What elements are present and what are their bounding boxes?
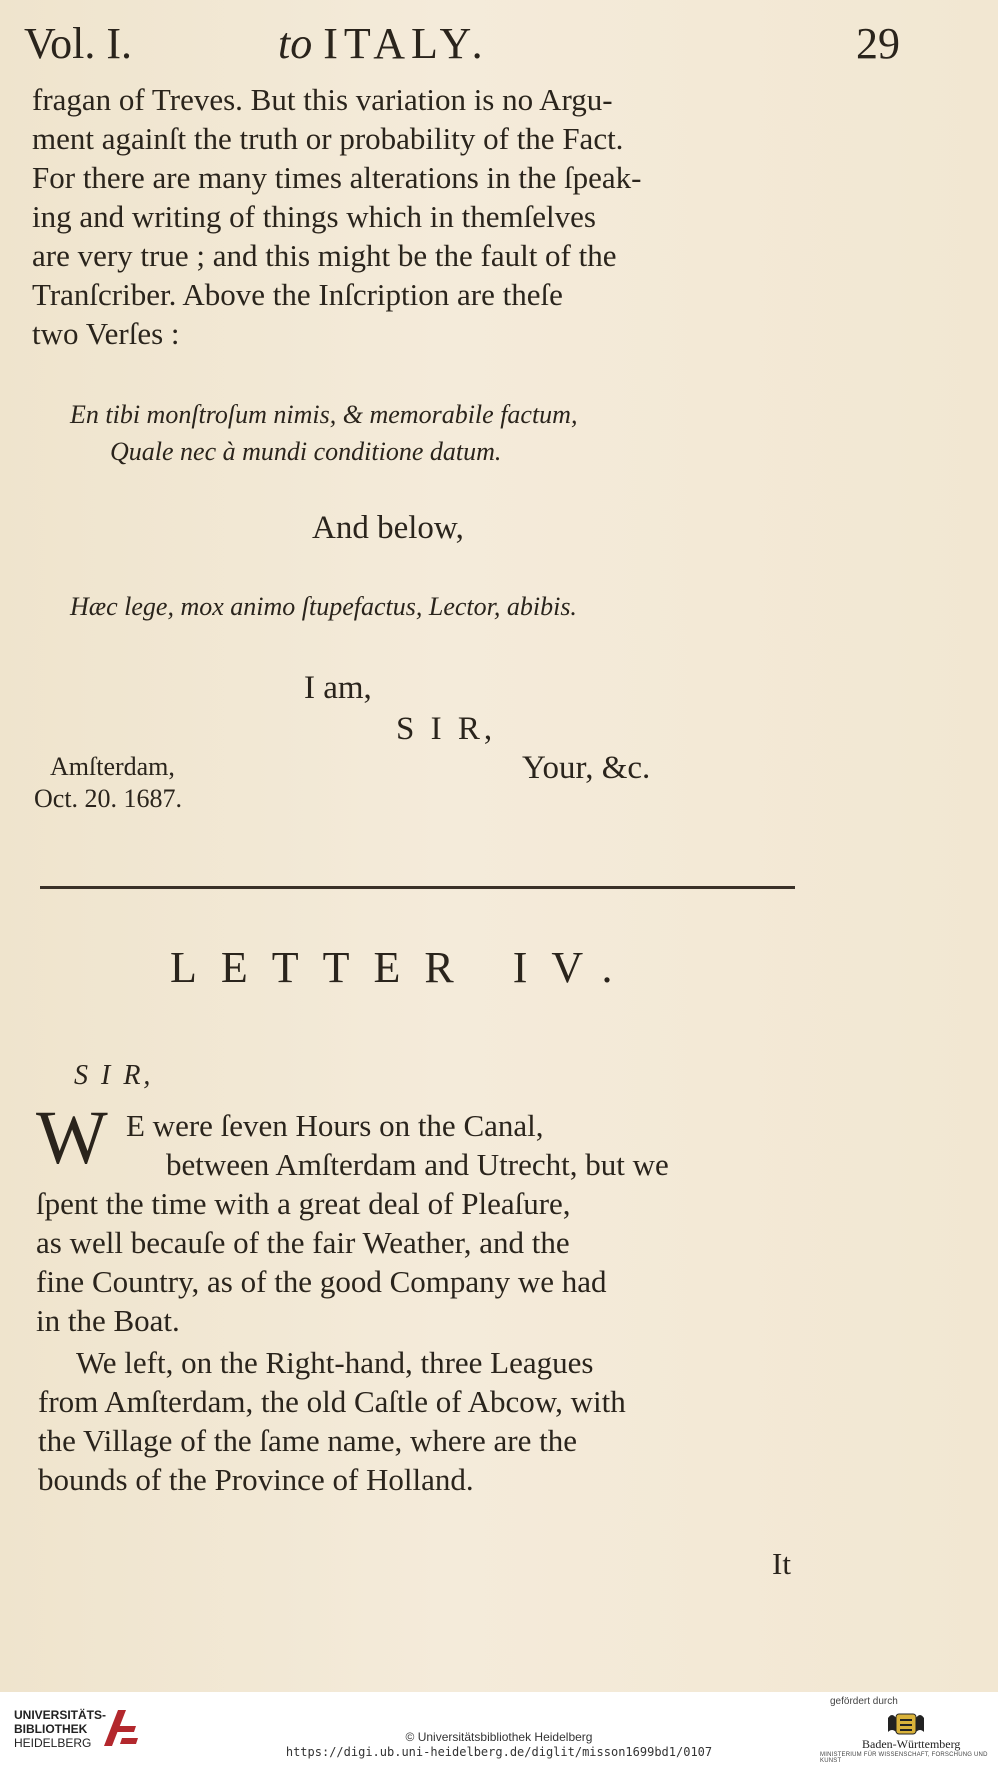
viewer-footer [0,1692,998,1765]
closing-i-am: I am, [304,670,372,706]
letter-salutation: S I R, [74,1060,154,1091]
closing-sir: S I R, [396,711,497,747]
para2-line: from Amſterdam, the old Caſtle of Abcow, with [38,1384,626,1419]
closing-place: Amſterdam, [50,752,175,781]
funded-by-label: gefördert durch [830,1696,898,1707]
text-line: Tranſcriber. Above the Inſcription are theſe [32,277,563,312]
para2-line: the Village of the ſame name, where are the [38,1423,577,1458]
running-header-title [278,18,489,69]
copyright-text: © Universitätsbibliothek Heidelberg [405,1730,593,1744]
permalink[interactable]: https://digi.ub.uni-heidelberg.de/diglit/misson1699bd1/0107 [285,1745,713,1759]
funder-subtitle: MINISTERIUM FÜR WISSENSCHAFT, FORSCHUNG UND KUNST [820,1752,988,1764]
verse-line: En tibi monſtroſum nimis, & memorabile factum, [70,400,578,429]
letter-line: in the Boat. [36,1303,180,1338]
text-line: ing and writing of things which in themſelves [32,199,596,234]
para2-line: bounds of the Province of Holland. [38,1462,474,1497]
text-line: For there are many times alterations in the ſpeak- [32,160,642,195]
letter-line: fine Country, as of the good Company we had [36,1264,607,1299]
coat-of-arms-icon [886,1710,926,1736]
text-line: are very true ; and this might be the fault of the [32,238,617,273]
text-line: fragan of Treves. But this variation is no Argu- [32,82,613,117]
letter-line: E were ſeven Hours on the Canal, [126,1108,544,1143]
library-name-line: BIBLIOTHEK [14,1722,88,1736]
letter-line: as well becauſe of the fair Weather, and the [36,1225,570,1260]
section-divider [40,886,795,889]
running-header-volume: Vol. I. [24,19,132,68]
page-number: 29 [856,19,900,68]
library-name-line: UNIVERSITÄTS- [14,1708,107,1722]
funder-name: Baden-Württemberg [862,1737,961,1751]
and-below-line: And below, [312,510,464,546]
para2-line: We left, on the Right-hand, three Leagues [76,1345,594,1380]
verse-line: Quale nec à mundi conditione datum. [110,437,502,466]
text-line: ment againſt the truth or probability of the Fact. [32,121,624,156]
closing-date: Oct. 20. 1687. [34,784,183,813]
running-header-to: to [278,19,313,68]
text-line: two Verſes : [32,316,180,351]
catchword: It [772,1546,791,1581]
running-header-italy: ITALY. [323,19,489,68]
drop-cap: W [36,1096,108,1180]
letter-line: between Amſterdam and Utrecht, but we [166,1147,669,1182]
library-name-line: HEIDELBERG [14,1736,92,1750]
letter-line: ſpent the time with a great deal of Pleaſure, [36,1186,571,1221]
closing-your: Your, &c. [522,750,651,786]
letter-title: LETTER IV. [170,943,637,992]
verse-below-line: Hæc lege, mox animo ſtupefactus, Lector, abibis. [70,592,577,621]
